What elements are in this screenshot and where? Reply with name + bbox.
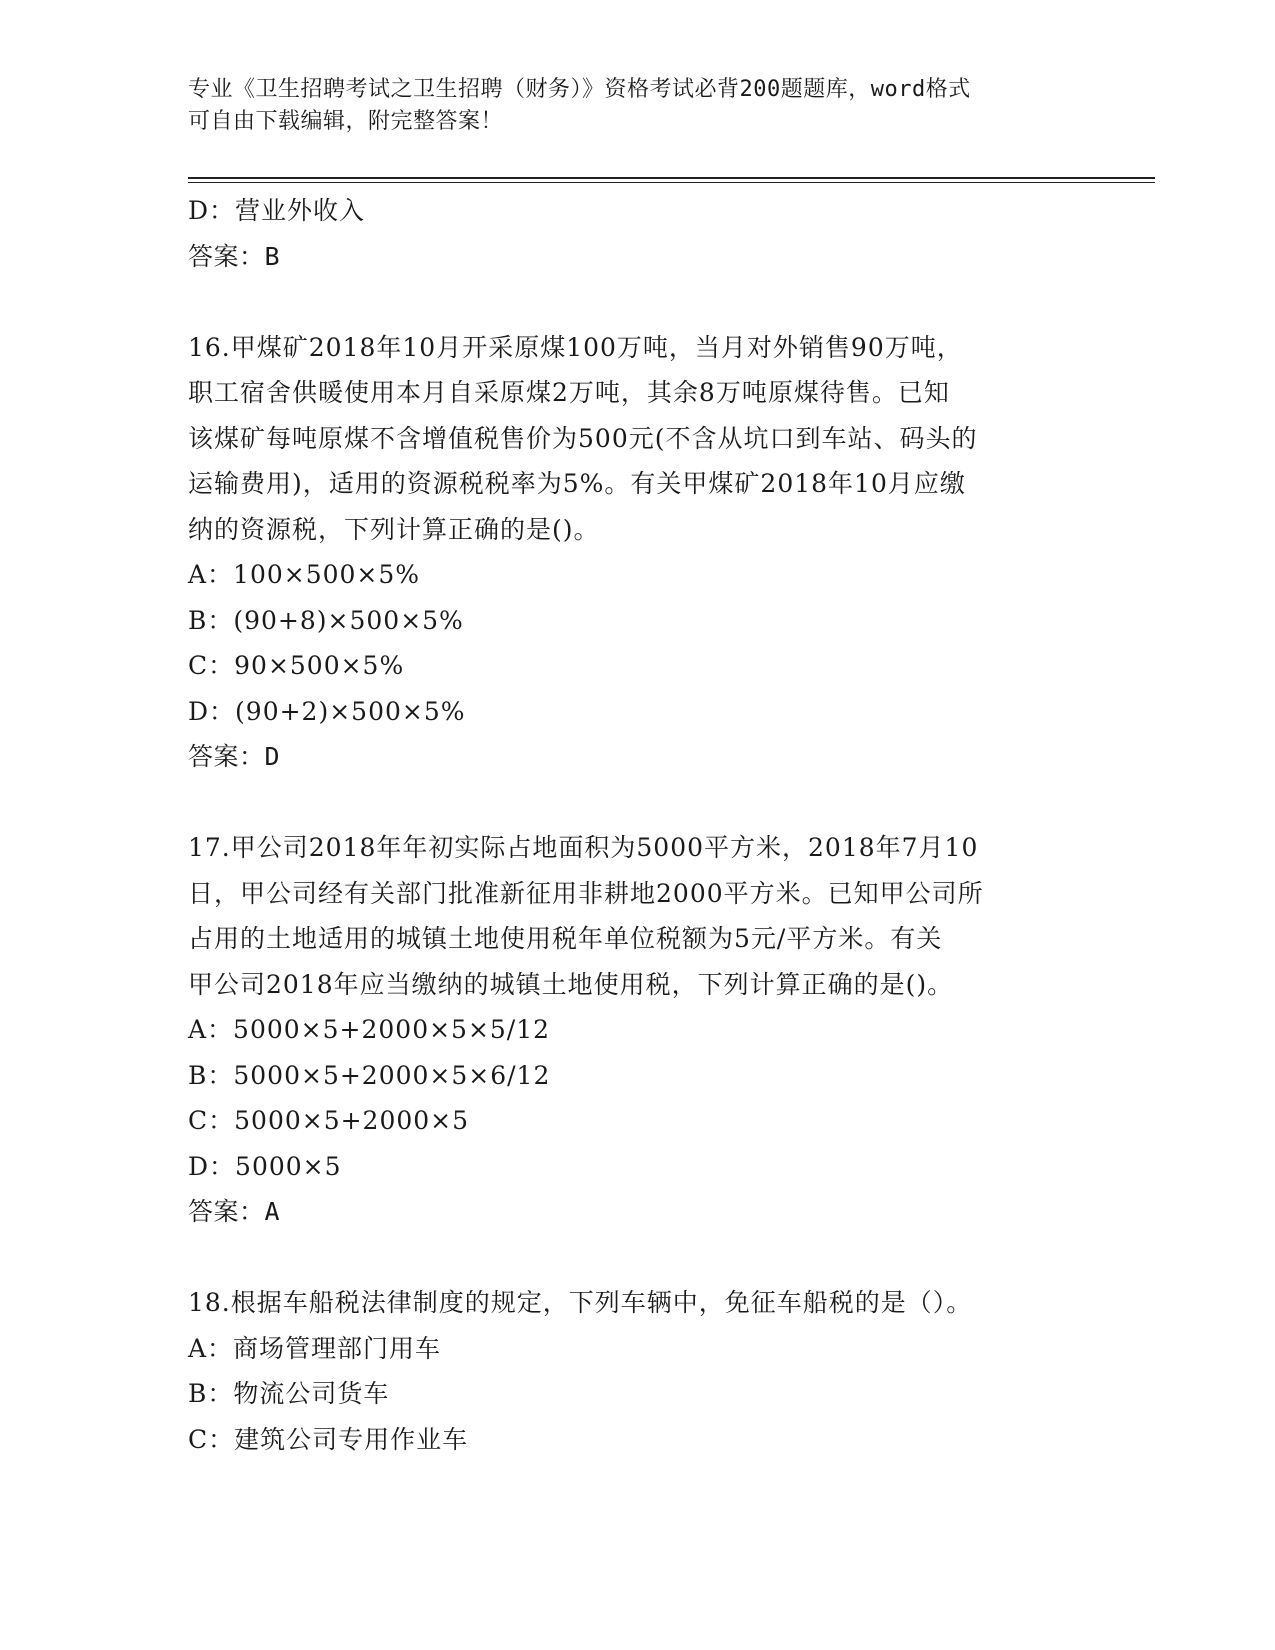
- question-16-line-1: 16.甲煤矿2018年10月开采原煤100万吨，当月对外销售90万吨，: [188, 332, 963, 362]
- spacer: [188, 1235, 1088, 1281]
- question-17-option-a: A：5000×5+2000×5×5/12: [188, 1015, 551, 1044]
- question-17-option-c: C：5000×5+2000×5: [188, 1106, 470, 1135]
- question-17-option-b: B：5000×5+2000×5×6/12: [188, 1060, 551, 1090]
- question-16-option-d: D：(90+2)×500×5%: [188, 696, 466, 726]
- question-17-line-1: 17.甲公司2018年年初实际占地面积为5000平方米，2018年7月10: [188, 833, 979, 862]
- question-17-option-d: D：5000×5: [188, 1151, 342, 1181]
- question-18: [188, 1280, 1088, 1462]
- document-header: [188, 74, 1088, 138]
- spacer: [188, 780, 1088, 826]
- question-17-answer: 答案：A: [188, 1197, 281, 1226]
- header-line-1: 专业《卫生招聘考试之卫生招聘（财务）》资格考试必背200题题库，word格式: [188, 77, 971, 102]
- question-16-line-5: 纳的资源税，下列计算正确的是()。: [188, 514, 600, 544]
- question-18-option-c: C：建筑公司专用作业车: [188, 1424, 469, 1454]
- question-16-option-c: C：90×500×5%: [188, 651, 405, 680]
- spacer: [188, 279, 1088, 325]
- header-divider-thick: [188, 177, 1155, 179]
- question-16-line-2: 职工宿舍供暖使用本月自采原煤2万吨，其余8万吨原煤待售。已知: [188, 378, 950, 407]
- question-16-answer: 答案：D: [188, 742, 281, 771]
- question-18-line-1: 18.根据车船税法律制度的规定，下列车辆中，免征车船税的是（）。: [188, 1288, 973, 1317]
- header-line-2: 可自由下载编辑，附完整答案！: [188, 109, 504, 134]
- prev-answer: 答案：B: [188, 241, 281, 271]
- header-divider-thin: [188, 182, 1155, 183]
- question-16-option-a: A：100×500×5%: [188, 560, 421, 589]
- question-16-line-4: 运输费用)，适用的资源税税率为5%。有关甲煤矿2018年10月应缴: [188, 469, 966, 498]
- question-16: [188, 325, 1088, 780]
- document-body: [188, 188, 1088, 1462]
- question-17-line-4: 甲公司2018年应当缴纳的城镇土地使用税，下列计算正确的是()。: [188, 969, 954, 999]
- question-18-option-a: A：商场管理部门用车: [188, 1333, 442, 1363]
- question-16-option-b: B：(90+8)×500×5%: [188, 605, 464, 635]
- prev-option-d: D：营业外收入: [188, 196, 366, 225]
- question-17-line-2: 日，甲公司经有关部门批准新征用非耕地2000平方米。已知甲公司所: [188, 878, 984, 908]
- question-17-line-3: 占用的土地适用的城镇土地使用税年单位税额为5元/平方米。有关: [188, 924, 943, 953]
- question-18-option-b: B：物流公司货车: [188, 1379, 390, 1408]
- question-17: [188, 825, 1088, 1235]
- question-16-line-3: 该煤矿每吨原煤不含增值税售价为500元(不含从坑口到车站、码头的: [188, 423, 978, 453]
